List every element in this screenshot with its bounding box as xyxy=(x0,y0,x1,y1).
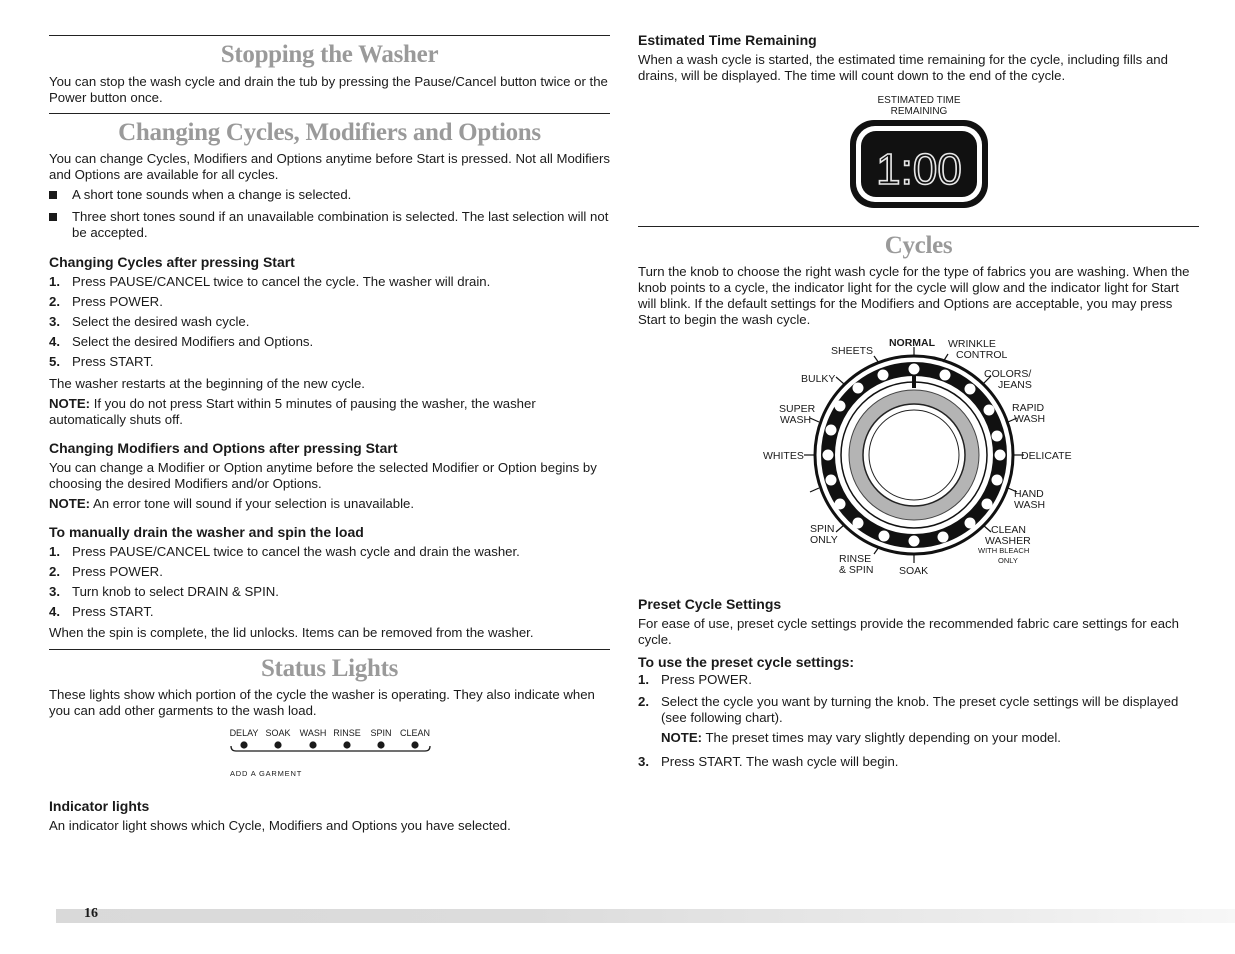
status-light-dot xyxy=(343,741,350,748)
cycle-indicator-dot xyxy=(878,370,889,381)
list-item: Three short tones sound if an unavailable combination is selected. The last selection will not be accepted. xyxy=(49,209,610,241)
status-light-dot xyxy=(274,741,281,748)
dial-label-sheets: SHEETS xyxy=(831,345,874,357)
dial-label-clean-washer: WASHER xyxy=(985,535,1031,547)
divider xyxy=(638,226,1199,227)
cycle-dial xyxy=(758,334,1088,580)
preset-heading: Preset Cycle Settings xyxy=(638,596,782,612)
preset-body: For ease of use, preset cycle settings provide the recommended fabric care settings for each cycle. xyxy=(638,616,1179,647)
cycle-indicator-dot xyxy=(823,450,834,461)
cycle-indicator-dot xyxy=(965,384,976,395)
status-light-dot xyxy=(377,741,384,748)
dial-label-wrinkle: WRINKLE xyxy=(948,338,996,350)
dial-label-rapid-wash: RAPID xyxy=(1012,402,1045,414)
modifiers-heading: Changing Modifiers and Options after pressing Start xyxy=(49,440,398,456)
list-item: 1. Press POWER. xyxy=(638,672,752,687)
cycle-indicator-dot xyxy=(853,518,864,529)
cycles-body: Turn the knob to choose the right wash cycle for the type of fabrics you are washing. When the knob points to a cycle, the indicator light for the cycle will glow and the indicator light for Start will blink. If the default settings for the Modifiers and Options are acceptable, you may press Start to begin the wash cycle. xyxy=(638,264,1190,327)
dial-label-rinse-spin: & SPIN xyxy=(839,564,874,576)
dial-label-super-wash: SUPER xyxy=(779,403,816,415)
knob-center xyxy=(869,410,959,500)
estimated-body: When a wash cycle is started, the estimated time remaining for the cycle, including fills and drains, will be displayed. The time will count down to the end of the cycle. xyxy=(638,52,1168,83)
changing-bullets xyxy=(49,187,610,241)
cycle-indicator-dot xyxy=(909,364,920,375)
dial-label-bulky: BULKY xyxy=(801,373,836,385)
cycle-indicator-dot xyxy=(835,499,846,510)
cycle-indicator-dot xyxy=(879,531,890,542)
estimated-heading: Estimated Time Remaining xyxy=(638,32,817,48)
footer-bar xyxy=(56,909,1235,923)
dial-label-with-bleach: ONLY xyxy=(998,556,1018,565)
dial-label-super-wash: WASH xyxy=(780,414,812,426)
list-item: 3. Turn knob to select DRAIN & SPIN. xyxy=(49,584,279,599)
list-item: 4. Select the desired Modifiers and Options. xyxy=(49,334,314,349)
dial-label-wrinkle: CONTROL xyxy=(956,349,1008,361)
cycle-indicator-dot xyxy=(909,536,920,547)
list-item: 4. Press START. xyxy=(49,604,154,619)
status-light-dot xyxy=(411,741,418,748)
cycle-indicator-dot xyxy=(938,532,949,543)
cycles-title: Cycles xyxy=(884,232,953,259)
bullet-square-icon xyxy=(49,191,57,199)
dial-label-colors: COLORS/ xyxy=(984,368,1032,380)
dial-label-rapid-wash: WASH xyxy=(1014,413,1046,425)
preset-use-heading: To use the preset cycle settings: xyxy=(638,654,855,670)
dial-label-rinse-spin: RINSE xyxy=(839,553,872,565)
list-item: 1. Press PAUSE/CANCEL twice to cancel the cycle. The washer will drain. xyxy=(49,274,491,289)
status-light-dot xyxy=(309,741,316,748)
after-start-heading: Changing Cycles after pressing Start xyxy=(49,254,295,270)
divider xyxy=(49,35,610,36)
dial-label-whites: WHITES xyxy=(763,450,804,462)
indicator-heading: Indicator lights xyxy=(49,798,150,814)
status-light-dot xyxy=(240,741,247,748)
restart-text: The washer restarts at the beginning of the new cycle. xyxy=(49,376,365,391)
drain-steps xyxy=(49,544,610,620)
list-item: 3. Press START. The wash cycle will begin. xyxy=(638,754,899,769)
list-item: 1. Press PAUSE/CANCEL twice to cancel the wash cycle and drain the washer. xyxy=(49,544,520,559)
cycle-indicator-dot xyxy=(853,383,864,394)
divider xyxy=(49,113,610,114)
after-start-note: NOTE: If you do not press Start within 5 minutes of pausing the washer, the washer automatically shuts off. xyxy=(49,396,536,427)
cycle-indicator-dot xyxy=(826,475,837,486)
modifiers-body: You can change a Modifier or Option anytime before the selected Modifier or Option begins by choosing the desired Modifiers and/or Options. xyxy=(49,460,597,491)
cycle-indicator-dot xyxy=(992,475,1003,486)
changing-title: Changing Cycles, Modifiers and Options xyxy=(118,119,541,146)
cycle-indicator-dot xyxy=(982,499,993,510)
list-item: NOTE: The preset times may vary slightly depending on your model. xyxy=(661,730,1061,745)
estimated-label-line2: REMAINING xyxy=(890,106,948,117)
dial-label-spin-only: SPIN xyxy=(810,523,835,535)
status-body: These lights show which portion of the cycle the washer is operating. They also indicate when you can add other garments to the wash load. xyxy=(49,687,595,718)
cycle-indicator-dot xyxy=(984,405,995,416)
add-garment-bracket xyxy=(231,746,430,751)
status-light-label: SPIN xyxy=(370,728,392,738)
cycle-indicator-dot xyxy=(995,450,1006,461)
modifiers-note: NOTE: An error tone will sound if your selection is unavailable. xyxy=(49,496,415,511)
dial-label-hand-wash: HAND xyxy=(1014,488,1044,500)
status-light-label: WASH xyxy=(299,728,327,738)
list-item: 2. Press POWER. xyxy=(49,294,163,309)
estimated-time-display xyxy=(844,92,994,212)
cycle-indicator-dot xyxy=(835,401,846,412)
status-light-label: SOAK xyxy=(265,728,291,738)
list-item: A short tone sounds when a change is selected. xyxy=(49,187,610,203)
page-number: 16 xyxy=(84,906,98,921)
knob-pointer-icon xyxy=(912,374,916,388)
dial-label-normal: NORMAL xyxy=(888,337,936,349)
cycle-indicator-dot xyxy=(940,370,951,381)
drain-after: When the spin is complete, the lid unlocks. Items can be removed from the washer. xyxy=(49,625,534,640)
dial-label-soak: SOAK xyxy=(899,565,929,577)
list-item: 5. Press START. xyxy=(49,354,154,369)
after-start-steps xyxy=(49,274,610,370)
drain-heading: To manually drain the washer and spin the load xyxy=(49,524,364,540)
list-item: 2. Press POWER. xyxy=(49,564,163,579)
time-readout: 1:00 xyxy=(876,145,962,194)
list-item: 3. Select the desired wash cycle. xyxy=(49,314,250,329)
dial-label-with-bleach: WITH BLEACH xyxy=(978,546,1030,555)
dial-label-colors: JEANS xyxy=(998,379,1032,391)
status-lights-panel xyxy=(225,724,435,782)
list-item: 2. Select the cycle you want by turning the knob. The preset cycle settings will be displayed (see following chart). xyxy=(638,694,1179,725)
preset-steps xyxy=(638,672,1199,770)
add-garment-label: ADD A GARMENT xyxy=(230,769,303,778)
cycle-indicator-dot xyxy=(965,518,976,529)
stopping-title: Stopping the Washer xyxy=(220,41,439,68)
cycle-indicator-dot xyxy=(992,431,1003,442)
status-title: Status Lights xyxy=(260,655,399,682)
estimated-label-line1: ESTIMATED TIME xyxy=(877,95,961,106)
dial-label-spin-only: ONLY xyxy=(810,534,838,546)
status-light-label: RINSE xyxy=(333,728,361,738)
stopping-body: You can stop the wash cycle and drain the tub by pressing the Pause/Cancel button twice or the Power button once. xyxy=(49,74,608,105)
status-light-label: CLEAN xyxy=(399,728,431,738)
bullet-square-icon xyxy=(49,213,57,221)
indicator-body: An indicator light shows which Cycle, Modifiers and Options you have selected. xyxy=(49,818,511,833)
divider xyxy=(49,649,610,650)
dial-label-delicate: DELICATE xyxy=(1021,450,1072,462)
dial-label-hand-wash: WASH xyxy=(1014,499,1046,511)
changing-intro: You can change Cycles, Modifiers and Options anytime before Start is pressed. Not all Modifiers and Options are available for all cycles. xyxy=(49,151,610,182)
dial-label-clean-washer: CLEAN xyxy=(991,524,1027,536)
cycle-indicator-dot xyxy=(826,425,837,436)
status-light-label: DELAY xyxy=(229,728,259,738)
